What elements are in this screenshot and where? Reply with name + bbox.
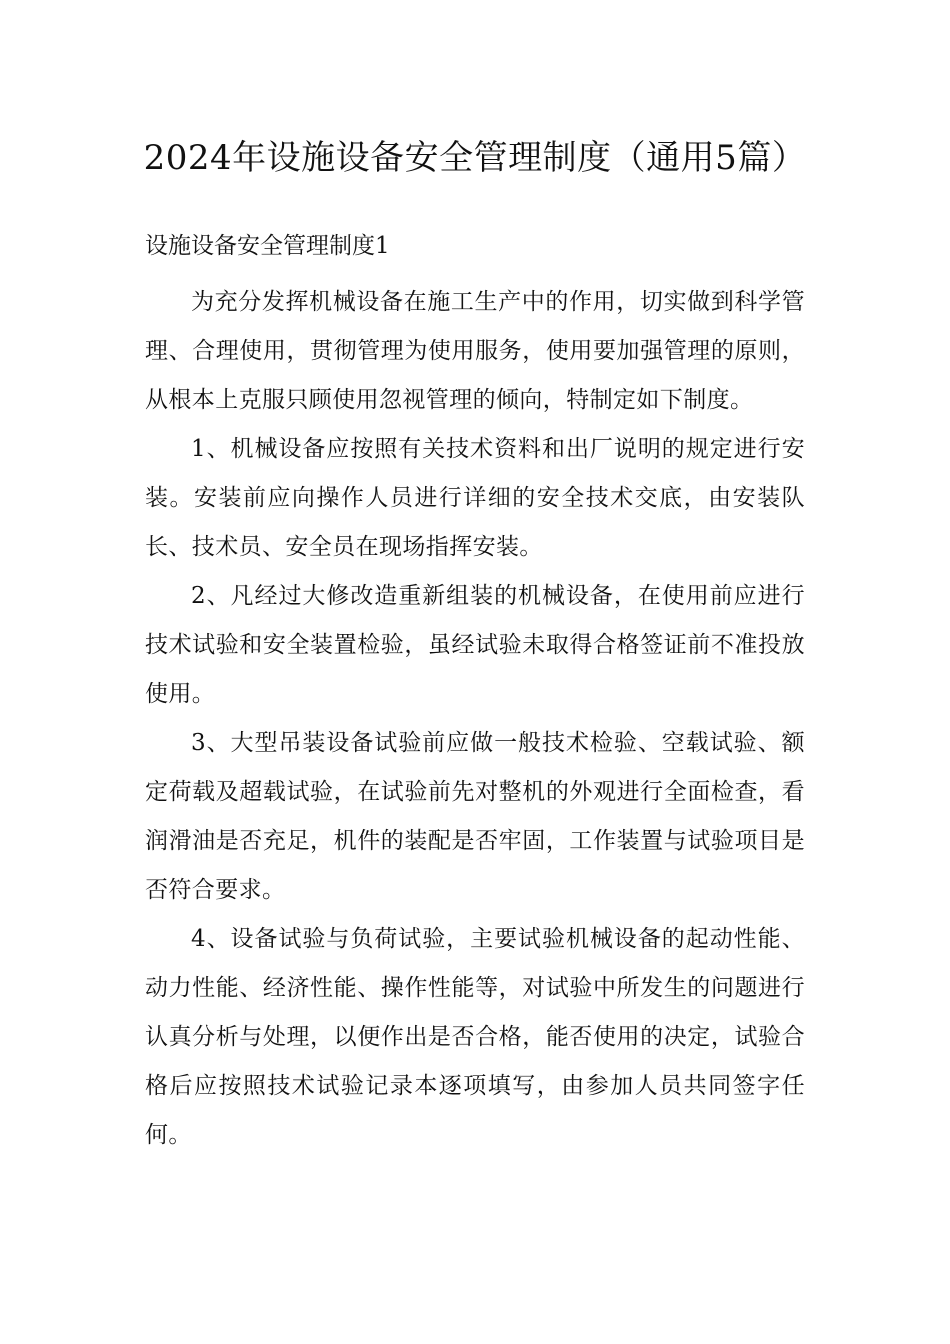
paragraph-intro: 为充分发挥机械设备在施工生产中的作用，切实做到科学管理、合理使用，贯彻管理为使用服务，使用要加强管理的原则，从根本上克服只顾使用忽视管理的倾向，特制定如下制度。: [145, 289, 805, 413]
section-heading: 设施设备安全管理制度1: [145, 233, 390, 259]
paragraph-item-2: 2、凡经过大修改造重新组装的机械设备，在使用前应进行技术试验和安全装置检验，虽经试验未取得合格签证前不准投放使用。: [145, 583, 805, 707]
document-title: 2024年设施设备安全管理制度（通用5篇）: [143, 138, 807, 178]
paragraph-item-1: 1、机械设备应按照有关技术资料和出厂说明的规定进行安装。安装前应向操作人员进行详细的安全技术交底，由安装队长、技术员、安全员在现场指挥安装。: [145, 436, 805, 560]
paragraph-item-3: 3、大型吊装设备试验前应做一般技术检验、空载试验、额定荷载及超载试验，在试验前先对整机的外观进行全面检查，看润滑油是否充足，机件的装配是否牢固，工作装置与试验项目是否符合要求。: [145, 730, 805, 903]
document-body: [145, 278, 805, 1160]
paragraph-item-4: 4、设备试验与负荷试验，主要试验机械设备的起动性能、动力性能、经济性能、操作性能等，对试验中所发生的问题进行认真分析与处理，以便作出是否合格，能否使用的决定，试验合格后应按照技术试验记录本逐项填写，由参加人员共同签字任何。: [145, 926, 805, 1148]
